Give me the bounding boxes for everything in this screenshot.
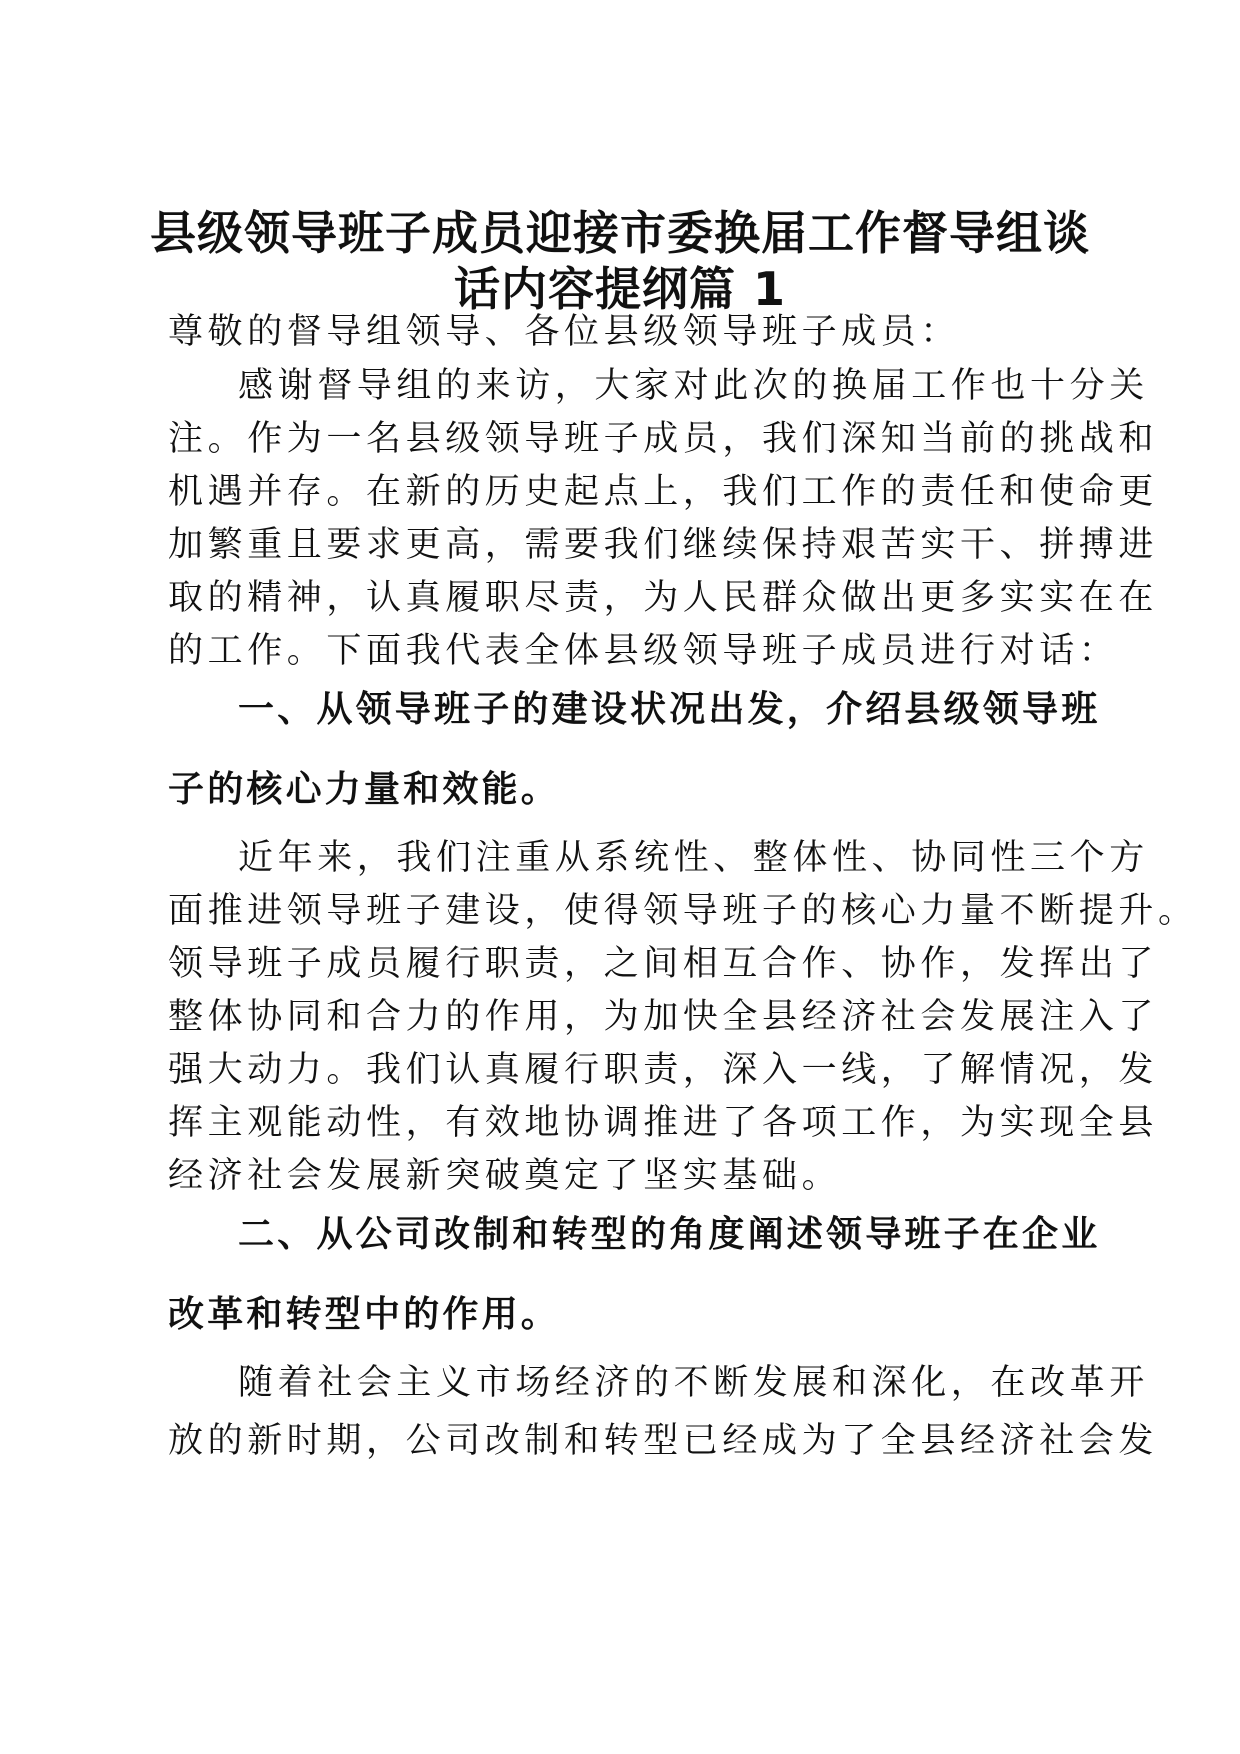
intro-line: 加繁重且要求更高，需要我们继续保持艰苦实干、拼搏进	[168, 525, 1159, 565]
intro-line: 注。作为一名县级领导班子成员，我们深知当前的挑战和	[168, 419, 1159, 459]
section1-line: 领导班子成员履行职责，之间相互合作、协作，发挥出了	[168, 944, 1159, 984]
section-heading: 改革和转型中的作用。	[168, 1294, 561, 1335]
intro-line: 感谢督导组的来访，大家对此次的换届工作也十分关	[238, 366, 1149, 406]
title-line: 话内容提纲篇 1	[453, 262, 787, 316]
section1-line: 整体协同和合力的作用，为加快全县经济社会发展注入了	[168, 997, 1159, 1037]
section1-line: 经济社会发展新突破奠定了坚实基础。	[168, 1156, 842, 1196]
intro-line: 机遇并存。在新的历史起点上，我们工作的责任和使命更	[168, 472, 1159, 512]
document-title	[150, 205, 1090, 317]
section1-line: 近年来，我们注重从系统性、整体性、协同性三个方	[238, 838, 1149, 878]
section-heading: 子的核心力量和效能。	[168, 769, 561, 810]
section2-line: 随着社会主义市场经济的不断发展和深化，在改革开	[238, 1363, 1149, 1403]
salutation: 尊敬的督导组领导、各位县级领导班子成员：	[168, 312, 961, 352]
section1-line: 强大动力。我们认真履行职责，深入一线，了解情况，发	[168, 1050, 1159, 1090]
title-line: 县级领导班子成员迎接市委换届工作督导组谈	[150, 206, 1090, 260]
intro-line: 取的精神，认真履职尽责，为人民群众做出更多实实在在	[168, 578, 1159, 618]
section-heading: 一、从领导班子的建设状况出发，介绍县级领导班	[238, 689, 1101, 730]
intro-line: 的工作。下面我代表全体县级领导班子成员进行对话：	[168, 631, 1119, 671]
section-heading: 二、从公司改制和转型的角度阐述领导班子在企业	[238, 1214, 1101, 1255]
section1-line: 面推进领导班子建设，使得领导班子的核心力量不断提升。	[168, 891, 1198, 931]
section1-line: 挥主观能动性，有效地协调推进了各项工作，为实现全县	[168, 1103, 1159, 1143]
section2-line: 放的新时期，公司改制和转型已经成为了全县经济社会发	[168, 1421, 1159, 1461]
